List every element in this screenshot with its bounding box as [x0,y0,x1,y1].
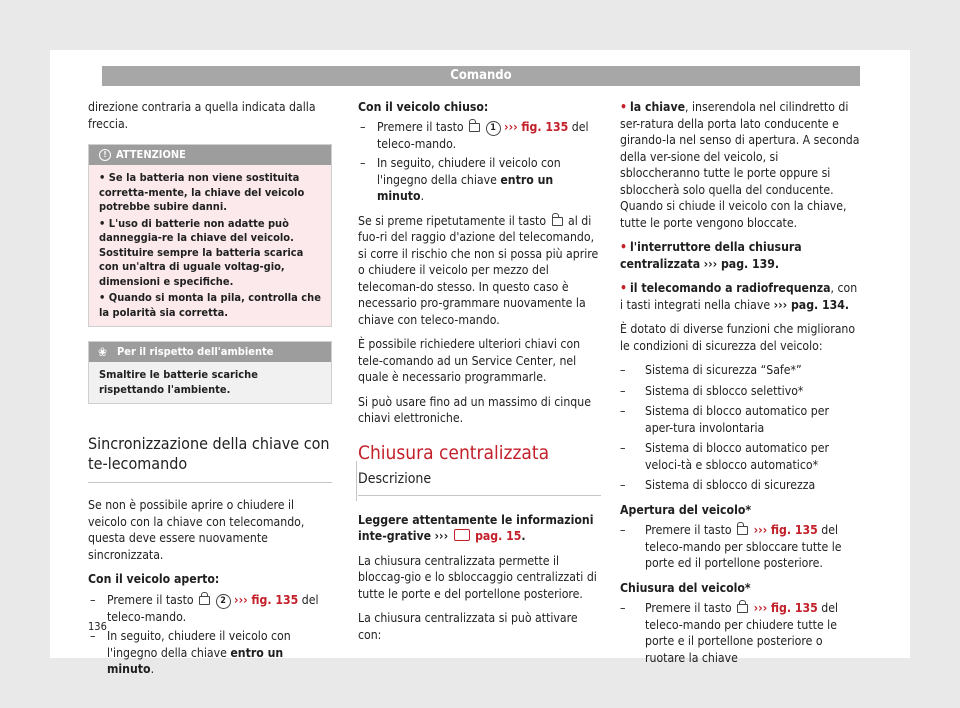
warning-icon: ! [99,149,111,161]
warning-title: ATTENZIONE [116,148,186,161]
lock-closed-icon [737,604,748,613]
step-item: – In seguito, chiudere il veicolo con l'ingegno della chiave entro un minuto. [358,155,601,205]
warning-box [88,144,332,327]
fig-ref-link[interactable]: ››› fig. 135 [753,523,818,537]
fig-ref-link[interactable]: ››› fig. 135 [753,601,818,615]
bullet-icon [620,281,630,295]
repeat-text: Se si preme ripetutamente il tasto al di fuo-ri del raggio d'azione del telecomando, si corre il rischio che non si possa più aprire o chiudere il veicolo per mezzo del telecoman-do stesso. In questo caso è necessario pro-grammare nuovamente la chiave con teleco-mando. [358,213,599,327]
section-subtitle: Descrizione [358,467,601,496]
lock-closed-icon [199,596,210,605]
book-icon [454,529,470,541]
page-ref-link[interactable]: ››› pag. 134 [773,297,845,312]
extra-keys-text: È possibile richiedere ulteriori chiavi con tele-comando ad un Service Center, nel quale è necessario programmarle. [358,337,581,384]
safety-item: – Sistema di blocco automatico per veloci-tà e sblocco automatico* [620,440,860,473]
key-number: 1 [486,121,501,136]
safety-item: – Sistema di sblocco di sicurezza [620,477,860,494]
sync-text: Se non è possibile aprire o chiudere il veicolo con la chiave con telecomando, questa deve essere nuovamente sincronizzata. [88,498,305,562]
activation-item: • il telecomando a radiofrequenza, con i tasti integrati nella chiave ››› pag. 134. [620,280,860,313]
lock-open-icon [737,526,748,535]
warning-item: • L'uso di batterie non adatte può danneggia-re la chiave del veicolo. Sostituire sempre la batteria scarica con un'altra di uguale voltag-gio, dimensioni e specifiche. [99,216,304,288]
step-item: – Premere il tasto ››› fig. 135 del teleco-mando per sbloccare tutte le porte ed il portellone posteriore. [620,522,860,572]
safety-intro: È dotato di diverse funzioni che migliorano le condizioni di sicurezza del veicolo: [620,322,856,353]
activation-item: • l'interruttore della chiusura centralizzata ››› pag. 139. [620,239,860,272]
page-number: 136 [88,620,107,633]
page-ref-link[interactable]: ››› pag. 139 [703,256,775,271]
environment-box [88,341,332,404]
section-title: Chiusura centralizzata [358,441,550,464]
open-vehicle-label: Apertura del veicolo* [620,502,752,517]
bullet-icon [620,100,630,114]
activation-item: • la chiave, inserendola nel cilindretto di ser-ratura della porta lato conducente e girando-la nel senso di apertura. A seconda della ver-sione del veicolo, si sbloccheranno tutte le porte oppure si sbloccherà solo quella del conducente. Quando si chiude il veicolo con la chiave, tutte le porte vengono bloccate. [620,99,860,231]
flower-icon: ❀ [98,345,108,359]
column-left [88,99,332,681]
max-keys-text: Si può usare fino ad un massimo di cinque chiavi elettroniche. [358,394,591,425]
step-item: – Premere il tasto ››› fig. 135 del teleco-mando per chiudere tutte le porte e il portellone posteriore o ruotare la chiave [620,600,860,666]
lock-open-icon [469,123,480,132]
read-note: Leggere attentamente le informazioni inte-grative ››› pag. 15. [358,512,594,543]
lock-open-icon [552,217,563,226]
warning-item: • Se la batteria non viene sostituita corretta-mente, la chiave del veicolo potrebbe subire danni. [99,171,305,213]
environment-header [89,342,331,362]
step-item: – Premere il tasto 1 ››› fig. 135 del teleco-mando. [358,119,601,153]
warning-body [89,165,331,326]
intro-text: direzione contraria a quella indicata dalla freccia. [88,100,316,131]
open-label: Con il veicolo aperto: [88,572,220,586]
desc-text: La chiusura centralizzata si può attivare con: [358,611,578,642]
closed-label: Con il veicolo chiuso: [358,100,489,114]
warning-header [89,145,331,165]
fig-ref-link[interactable]: ››› fig. 135 [504,119,569,134]
warning-item: • Quando si monta la pila, controlla che la polarità sia corretta. [99,291,321,319]
environment-title: Per il rispetto dell'ambiente [117,345,274,358]
step-item: – Premere il tasto 2 ››› fig. 135 del teleco-mando. [88,592,332,626]
desc-text: La chiusura centralizzata permette il bloccag-gio e lo sbloccaggio centralizzati di tutte le porte e del portellone posteriore. [358,553,597,601]
safety-item: – Sistema di sicurezza “Safe*” [620,362,860,379]
safety-item: – Sistema di sblocco selettivo* [620,383,860,400]
safety-item: – Sistema di blocco automatico per aper-tura involontaria [620,403,860,436]
page-ref-link[interactable]: pag. 15 [475,529,522,543]
bullet-icon [620,240,630,254]
fig-ref-link[interactable]: ››› fig. 135 [234,592,299,607]
close-vehicle-label: Chiusura del veicolo* [620,580,751,595]
manual-page [50,50,910,676]
page-header: Comando [102,66,860,86]
step-item: – In seguito, chiudere il veicolo con l'ingegno della chiave entro un minuto. [88,628,332,678]
column-middle [358,99,601,651]
environment-body: Smaltire le batterie scariche rispettando l'ambiente. [99,368,258,396]
key-number: 2 [216,594,231,609]
sync-heading: Sincronizzazione della chiave con te-lecomando [88,434,332,483]
column-right [620,99,860,670]
